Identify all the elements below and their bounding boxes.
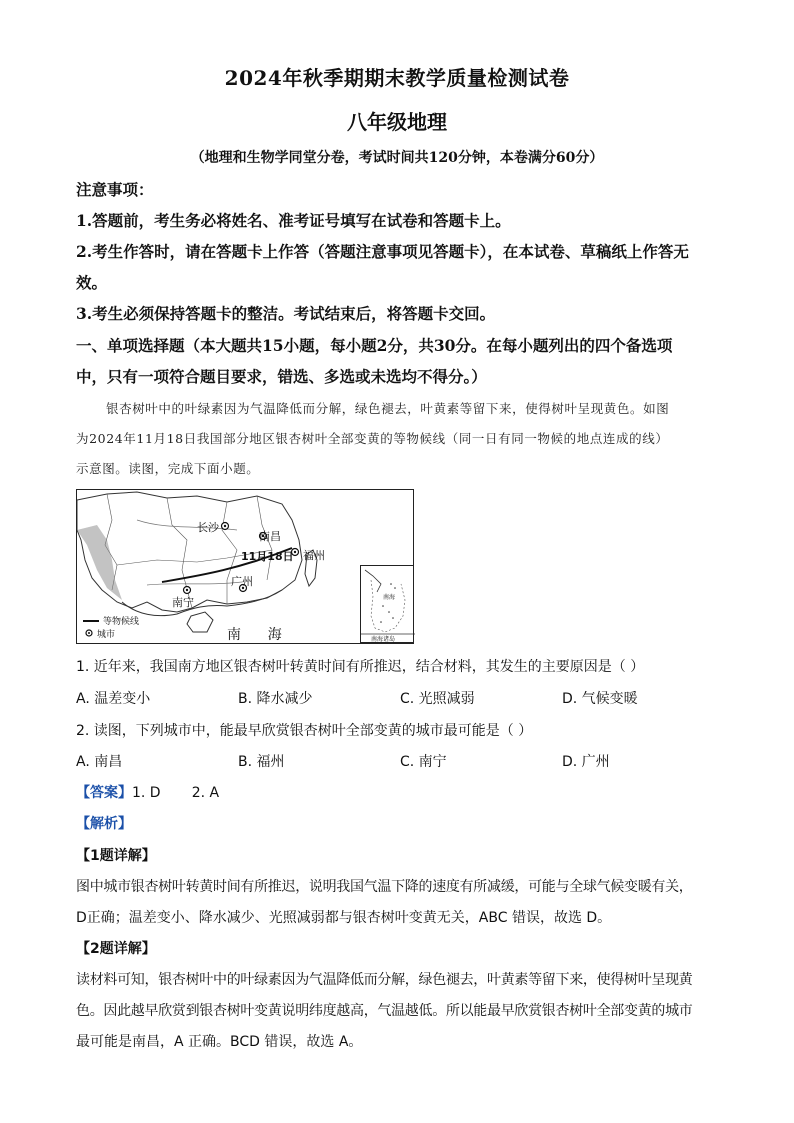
passage-line1: 银杏树叶中的叶绿素因为气温降低而分解，绿色褪去，叶黄素等留下来，使得树叶呈现黄色。如图: [106, 401, 670, 416]
q1-option-a[interactable]: A. 温差变小: [76, 691, 151, 707]
section1-line2: 中，只有一项符合题目要求，错选、多选或未选均不得分。）: [76, 367, 487, 386]
passage-line2: 为2024年11月18日我国部分地区银杏树叶全部变黄的等物候线（同一日有同一物候的地点连成的线）: [76, 431, 669, 446]
inset-sea-label: 南海: [383, 594, 396, 601]
answer-line: [76, 782, 716, 802]
q2-option-b[interactable]: B. 福州: [238, 754, 285, 770]
city-label-nanning: 南宁: [172, 596, 194, 609]
exam-subject: 八年级地理: [347, 110, 447, 134]
q1-stem: 1. 近年来，我国南方地区银杏树叶转黄时间有所推迟，结合材料，其发生的主要原因是（ ）: [76, 659, 645, 675]
q1-option-b[interactable]: B. 降水减少: [238, 691, 313, 707]
answer-text: 1. D 2. A: [132, 785, 220, 801]
detail2-line1: 读材料可知，银杏树叶中的叶绿素因为气温降低而分解，绿色褪去，叶黄素等留下来，使得树叶呈现黄: [76, 972, 693, 988]
detail2-line3: 最可能是南昌，A 正确。BCD 错误，故选 A。: [76, 1034, 363, 1050]
detail2-line2: 色。因此越早欣赏到银杏树叶变黄说明纬度越高，气温越低。所以能最早欣赏银杏树叶全部变黄的城市: [76, 1003, 693, 1019]
instruction-1: 1.答题前，考生务必将姓名、准考证号填写在试卷和答题卡上。: [76, 211, 511, 230]
answer-tag: 【答案】: [76, 785, 132, 801]
detail2-tag: 【2题详解】: [76, 941, 156, 957]
exam-title: 2024年秋季期期末教学质量检测试卷: [224, 66, 570, 90]
inset-drawing: [361, 566, 415, 644]
instructions-heading: 注意事项：: [76, 180, 154, 199]
legend-city-label: 城市: [97, 630, 116, 640]
city-label-guangzhou: 广州: [231, 575, 253, 588]
passage-line3: 示意图。读图，完成下面小题。: [76, 461, 260, 476]
q1-option-c[interactable]: C. 光照减弱: [400, 691, 475, 707]
q2-option-d[interactable]: D. 广州: [562, 754, 610, 770]
city-label-nanchang: 南昌: [259, 530, 281, 543]
exam-note: （地理和生物学同堂分卷，考试时间共120分钟，本卷满分60分）: [190, 150, 604, 166]
q2-stem: 2. 读图，下列城市中，能最早欣赏银杏树叶全部变黄的城市最可能是（ ）: [76, 723, 533, 739]
analysis-tag: 【解析】: [76, 816, 132, 832]
q2-option-c[interactable]: C. 南宁: [400, 754, 447, 770]
instruction-3: 3.考生必须保持答题卡的整洁。考试结束后，将答题卡交回。: [76, 304, 496, 323]
q2-option-a[interactable]: A. 南昌: [76, 754, 123, 770]
detail1-tag: 【1题详解】: [76, 848, 156, 864]
detail1-line1: 图中城市银杏树叶转黄时间有所推迟，说明我国气温下降的速度有所减缓，可能与全球气候变暖有关，: [76, 879, 693, 895]
city-label-fuzhou: 福州: [303, 549, 325, 562]
section1-line1: 一、单项选择题（本大题共15小题，每小题2分，共30分。在每小题列出的四个备选项: [76, 336, 673, 355]
instruction-2a: 2.考生作答时，请在答题卡上作答（答题注意事项见答题卡），在本试卷、草稿纸上作答无: [76, 242, 689, 261]
sea-label: 南 海: [227, 627, 282, 643]
city-label-changsha: 长沙: [197, 521, 219, 534]
isoline-label: 11月18日: [241, 550, 294, 563]
detail1-line2: D正确；温差变小、降水减少、光照减弱都与银杏树叶变黄无关，ABC 错误，故选 D。: [76, 910, 612, 926]
legend-isoline-label: 等物候线: [103, 617, 140, 627]
instruction-2b: 效。: [76, 273, 108, 292]
q1-option-d[interactable]: D. 气候变暖: [562, 691, 638, 707]
south-sea-inset: [360, 565, 414, 643]
inset-caption: 南海诸岛: [371, 636, 396, 643]
